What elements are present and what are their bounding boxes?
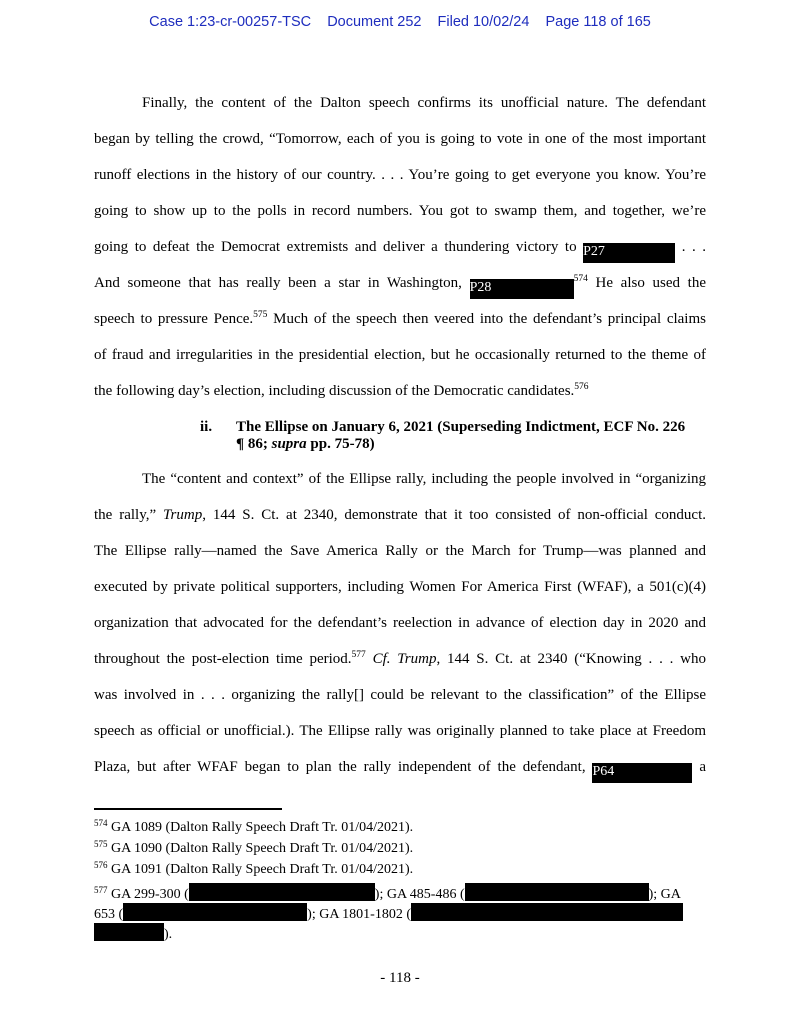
- body-line: The “content and context” of the Ellipse rally, including the people involved in “organizing: [142, 471, 706, 487]
- footnote: $^{577}$ GA 299-300 ( ); GA 485-486 ( ); GA: [94, 885, 681, 902]
- footnote: 653 ( ); GA 1801-1802 (: [94, 903, 706, 923]
- section-number: ii.: [200, 419, 213, 435]
- redaction-box: P64: [592, 763, 692, 783]
- footnote: $^{574}$ GA 1089 (Dalton Rally Speech Draft Tr. 01/04/2021).: [94, 818, 414, 835]
- case-number: Case 1:23-cr-00257-TSC: [149, 14, 312, 30]
- page-count: Page 118 of 165: [545, 14, 651, 30]
- body-line: speech to pressure Pence.$^{575}$ Much of the speech then veered into the defendant’s principal claims: [94, 310, 706, 327]
- body-line: going to defeat the Democrat extremists and deliver a thundering victory to P27 . . .: [94, 239, 706, 263]
- body-line: Plaza, but after WFAF began to plan the rally independent of the defendant, P64 a: [94, 759, 706, 783]
- redaction-block: [189, 883, 375, 901]
- page-number: - 118 -: [380, 970, 420, 986]
- heading-line: The Ellipse on January 6, 2021 (Superseding Indictment, ECF No. 226: [236, 419, 686, 435]
- section-heading: [200, 419, 706, 459]
- body-line: the following day’s election, including discussion of the Democratic candidates.$^{576}$: [94, 382, 589, 399]
- footnote-ref: 574: [573, 274, 588, 284]
- body-line: runoff elections in the history of our country. . . . You’re going to get everyone you know. You’re: [94, 167, 706, 183]
- body-line: of fraud and irregularities in the presidential election, but he occasionally returned to the theme of: [94, 347, 706, 363]
- footnote-ref: 576: [574, 382, 589, 392]
- case-header: [0, 14, 800, 30]
- body-line: throughout the post-election time period.$^{577}$ Cf. Trump, 144 S. Ct. at 2340 (“Knowing . . . who: [94, 650, 706, 667]
- body-line: organization that advocated for the defendant’s reelection in advance of election day in 2020 and: [94, 615, 706, 631]
- filed-date: Filed 10/02/24: [437, 14, 530, 30]
- redaction-block: [465, 883, 649, 901]
- body-line: Finally, the content of the Dalton speech confirms its unofficial nature. The defendant: [142, 95, 706, 111]
- redaction-box: P28: [470, 279, 574, 299]
- footnote: ).: [94, 923, 706, 943]
- body-line: And someone that has really been a star in Washington, $P28^{574}$ He also used the: [94, 275, 706, 299]
- body-line: speech as official or unofficial.). The Ellipse rally was originally planned to take place at Freedom: [94, 723, 706, 739]
- redaction-block: [411, 903, 683, 921]
- body-line: going to show up to the polls in record numbers. You got to swamp them, and together, we’re: [94, 203, 706, 219]
- body-line: was involved in . . . organizing the rally[] could be relevant to the classification” of the Ellipse: [94, 687, 706, 703]
- footnote-divider: [94, 808, 282, 810]
- footnote: $^{576}$ GA 1091 (Dalton Rally Speech Draft Tr. 01/04/2021).: [94, 860, 414, 877]
- footnote-ref: 577: [351, 650, 366, 660]
- heading-line: ¶ 86; supra pp. 75-78): [236, 436, 375, 452]
- body-line: executed by private political supporters, including Women For America First (WFAF), a 501(c)(4): [94, 579, 706, 595]
- redaction-block: [123, 903, 307, 921]
- footnote: $^{575}$ GA 1090 (Dalton Rally Speech Draft Tr. 01/04/2021).: [94, 839, 414, 856]
- body-line: The Ellipse rally—named the Save America Rally or the March for Trump—was planned and: [94, 543, 706, 559]
- body-line: the rally,” Trump, 144 S. Ct. at 2340, demonstrate that it too consisted of non-official conduct.: [94, 507, 706, 523]
- document-number: Document 252: [327, 14, 422, 30]
- redaction-block: [94, 923, 164, 941]
- redaction-box: P27: [583, 243, 675, 263]
- body-line: began by telling the crowd, “Tomorrow, each of you is going to vote in one of the most important: [94, 131, 706, 147]
- footnote-ref: 575: [253, 310, 268, 320]
